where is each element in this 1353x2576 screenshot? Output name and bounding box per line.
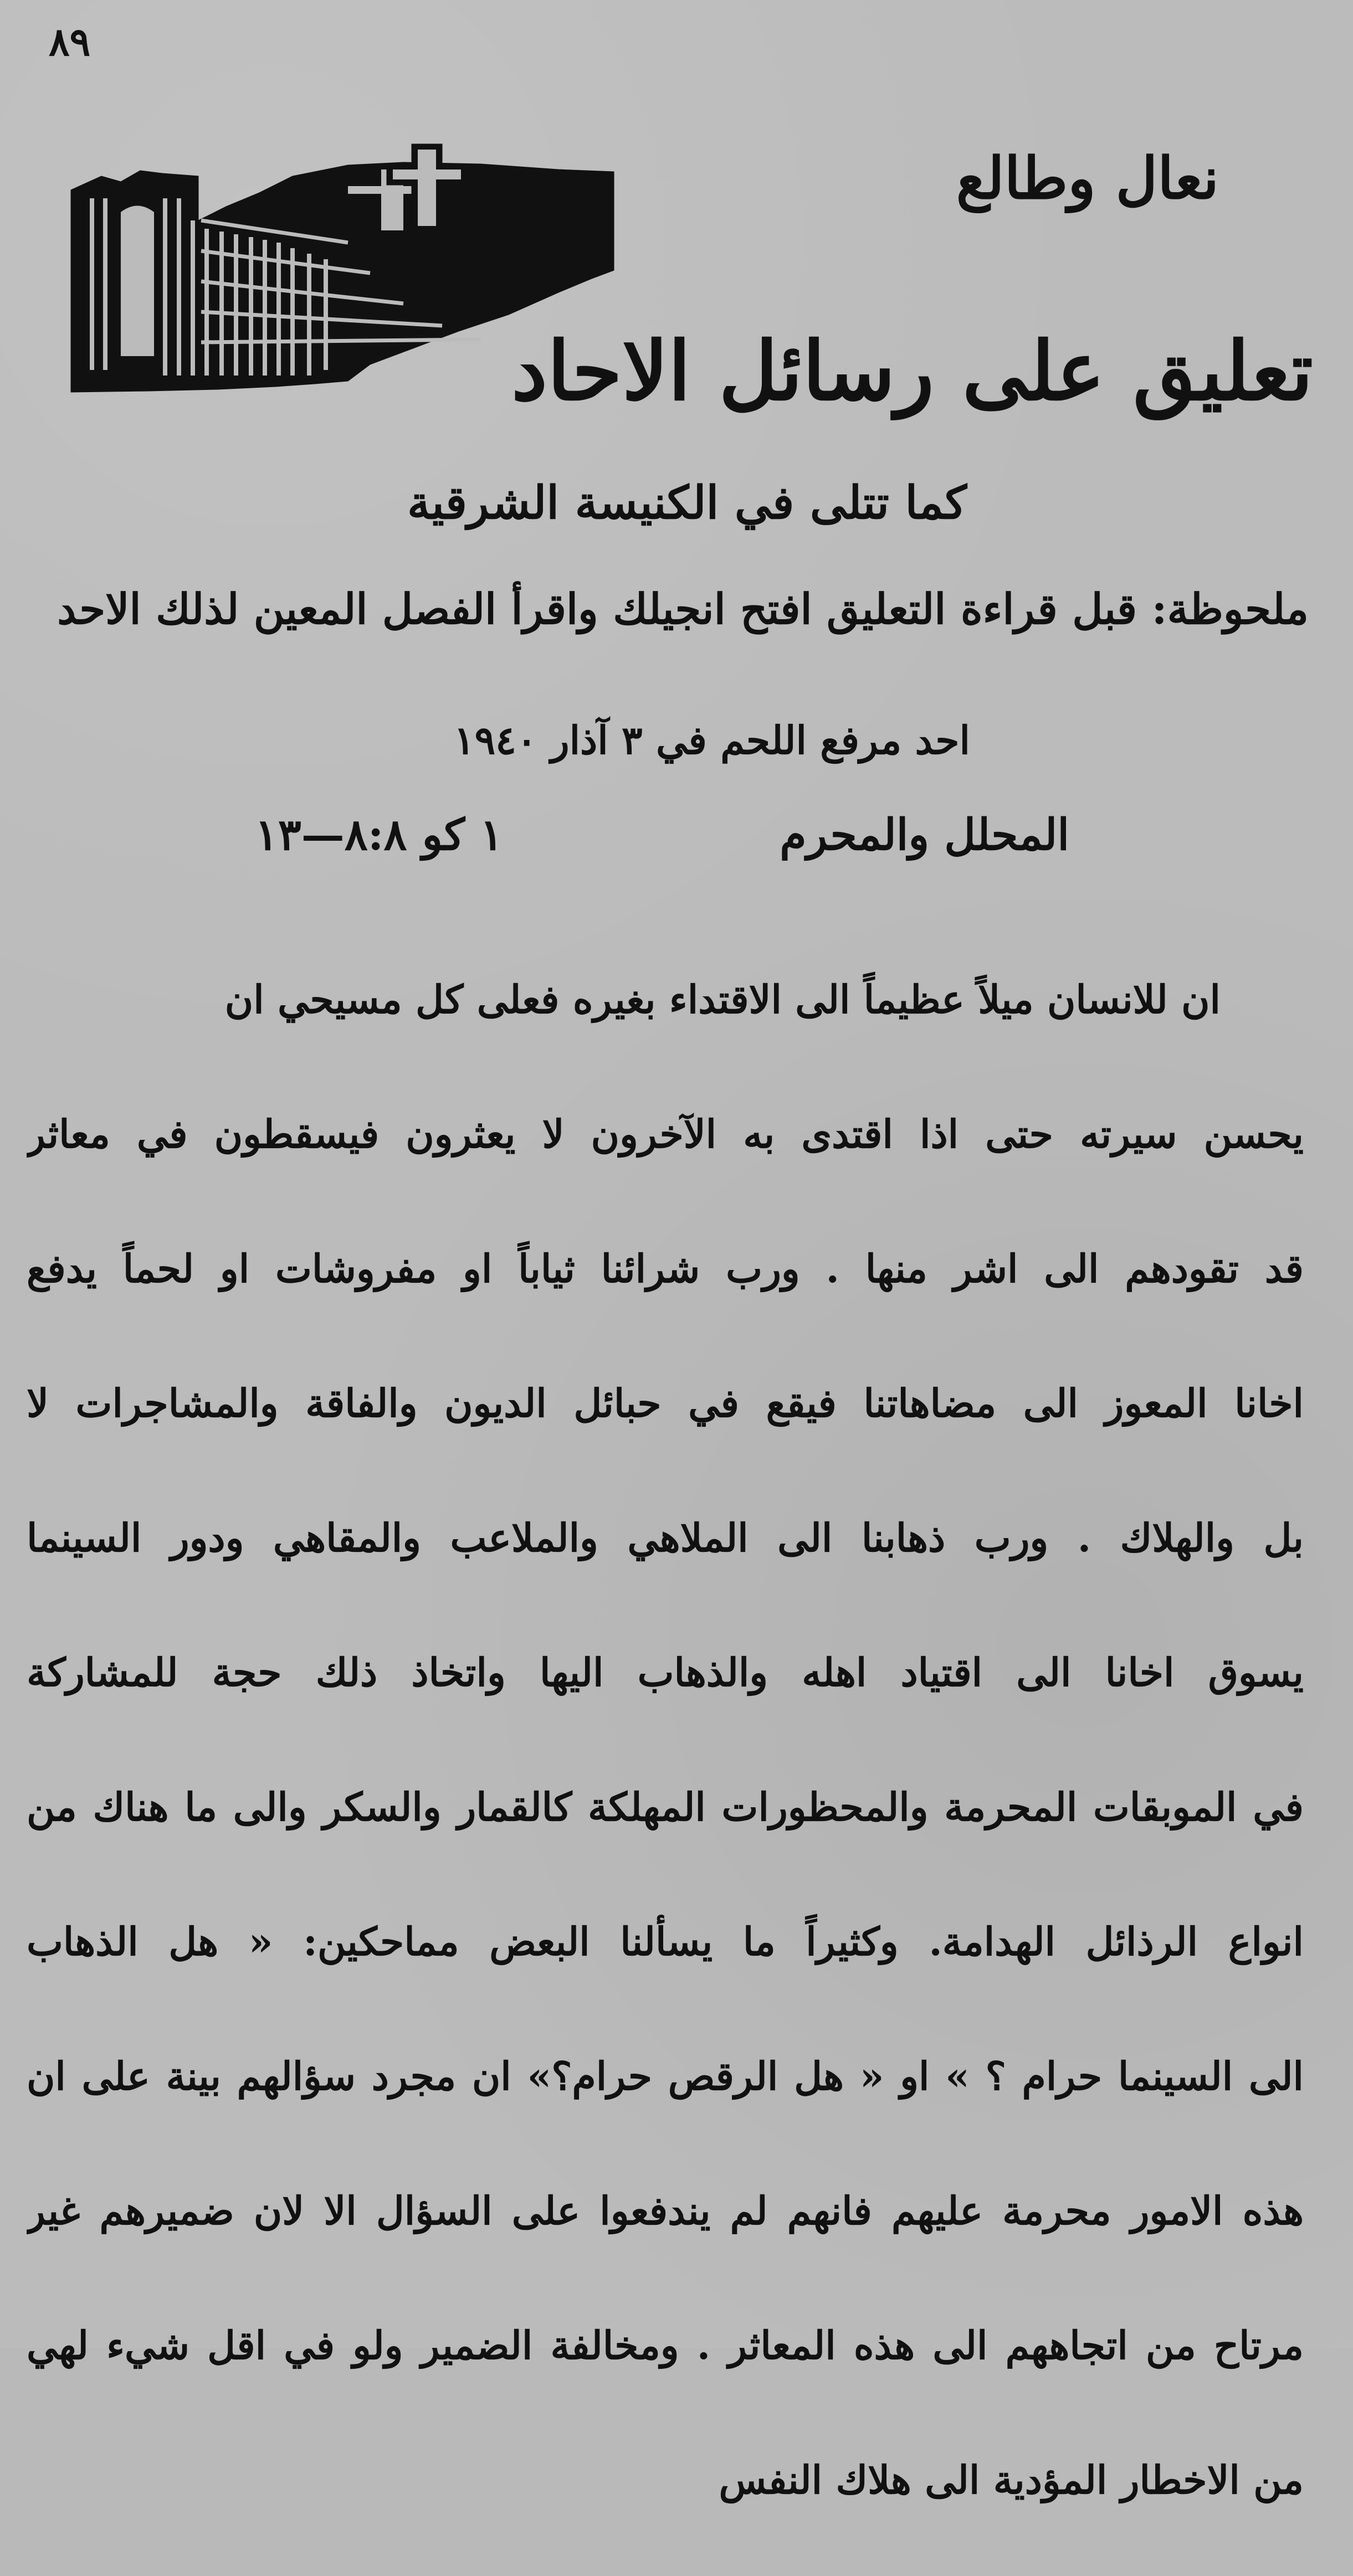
reading-title: المحلل والمحرم (780, 810, 1069, 860)
body-line: هذه الامور محرمة عليهم فانهم لم يندفعوا على السؤال الا لان ضميرهم غير (27, 2188, 1304, 2234)
body-line: من الاخطار المؤدية الى هلاك النفس (719, 2457, 1304, 2503)
body-line: اخانا المعوز الى مضاهاتنا فيقع في حبائل الديون والفاقة والمشاجرات لا (27, 1380, 1304, 1426)
body-line: بل والهلاك . ورب ذهابنا الى الملاهي والملاعب والمقاهي ودور السينما (27, 1515, 1304, 1561)
reading-heading-row (255, 810, 1069, 882)
body-line: انواع الرذائل الهدامة. وكثيراً ما يسألنا البعض مماحكين: « هل الذهاب (27, 1919, 1304, 1965)
reading-note: ملحوظة: قبل قراءة التعليق افتح انجيلك واقرأ الفصل المعين لذلك الاحد (57, 584, 1309, 634)
article-subtitle: كما تتلى في الكنيسة الشرقية (407, 476, 967, 529)
body-line: يحسن سيرته حتى اذا اقتدى به الآخرون لا يعثرون فيسقطون في معاثر (27, 1111, 1304, 1157)
body-line: الى السينما حرام ؟ » او « هل الرقص حرام؟» ان مجرد سؤالهم بينة على ان (27, 2053, 1304, 2099)
article-body (27, 961, 1304, 2576)
body-line: ان للانسان ميلاً عظيماً الى الاقتداء بغيره فعلى كل مسيحي ان (224, 976, 1221, 1022)
body-line: قد تقودهم الى اشر منها . ورب شرائنا ثياباً او مفروشات او لحماً يدفع (27, 1246, 1304, 1292)
body-line: مرتاح من اتجاههم الى هذه المعاثر . ومخالفة الضمير ولو في اقل شيء لهي (27, 2322, 1304, 2368)
section-label: نعال وطالع (956, 144, 1219, 212)
body-line: في الموبقات المحرمة والمحظورات المهلكة كالقمار والسكر والى ما هناك من (27, 1784, 1304, 1830)
reading-date: احد مرفع اللحم في ٣ آذار ١٩٤٠ (454, 717, 970, 763)
body-line: يسوق اخانا الى اقتياد اهله والذهاب اليها واتخاذ ذلك حجة للمشاركة (27, 1649, 1304, 1695)
article-title: تعليق على رسائل الاحاد (511, 324, 1313, 419)
reading-reference: ١ كو ٨:٨—١٣ (255, 810, 504, 860)
page-number: ٨٩ (49, 19, 91, 65)
